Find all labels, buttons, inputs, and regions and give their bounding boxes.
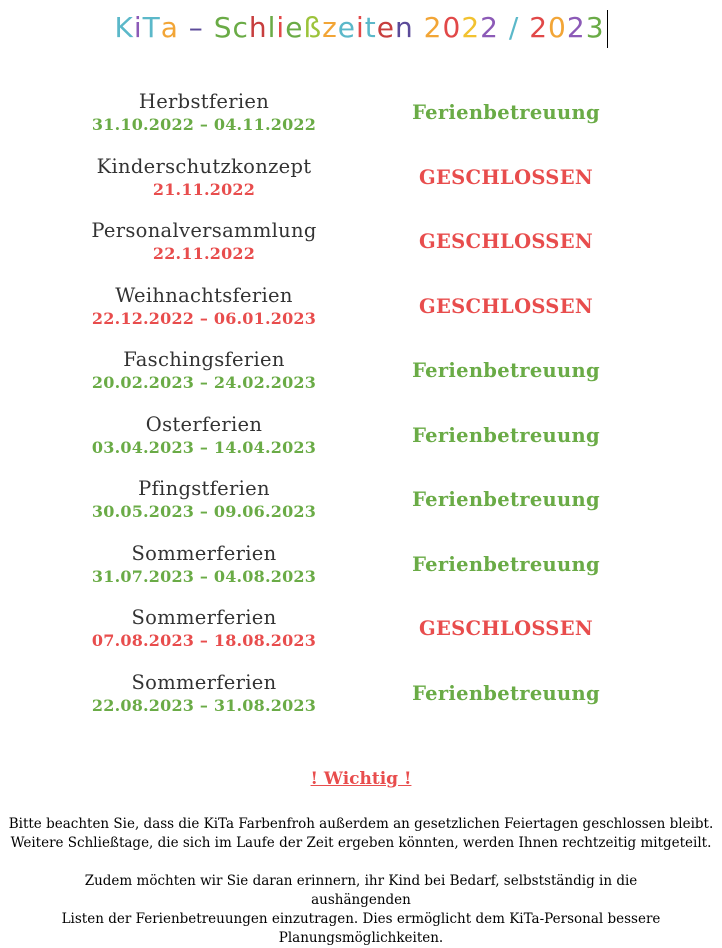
title-letter: n [395,11,414,44]
title-letter: c [232,11,249,44]
title-letter: T [142,11,161,44]
status-care: Ferienbetreuung [412,359,600,382]
schedule-row [0,542,722,607]
title-letter: 3 [585,11,605,44]
period-label: Personalversammlung [91,219,317,242]
notice-line: Weitere Schließtage, die sich im Laufe der Zeit ergeben könnten, werden Ihnen rechtzeitig mitgeteilt. [10,835,712,851]
period-dates: 07.08.2023 – 18.08.2023 [91,631,317,650]
status-closed: GESCHLOSSEN [419,230,593,253]
schedule-row [0,155,722,220]
schedule-row [0,477,722,542]
notice-paragraph-registration [0,872,722,948]
period-label: Faschingsferien [123,348,285,371]
period-info [44,348,364,394]
status-care: Ferienbetreuung [412,101,600,124]
title-letter: t [364,11,377,44]
period-dates: 22.11.2022 [152,244,256,263]
notice-line: Bitte beachten Sie, dass die KiTa Farbenfroh außerdem an gesetzlichen Feiertagen geschlossen bleibt. [8,816,714,832]
period-label: Sommerferien [131,606,277,629]
schedule-row [0,671,722,736]
title-letter: 2 [566,11,586,44]
period-info [44,671,364,717]
period-label: Weihnachtsferien [115,283,293,307]
title-letter: 2 [423,11,443,44]
period-dates: 31.10.2022 – 04.11.2022 [91,115,317,134]
period-dates: 21.11.2022 [152,179,256,199]
schedule-row [0,413,722,478]
period-info [44,155,364,201]
status-care: Ferienbetreuung [412,552,600,576]
period-info [44,90,364,136]
period-info [44,477,364,523]
period-dates: 31.07.2023 – 04.08.2023 [91,566,317,586]
title-letter: h [248,11,268,44]
title-letter: i [133,11,143,44]
period-info [44,542,364,588]
title-letter: / [498,11,530,44]
notice-line: Planungsmöglichkeiten. [278,930,444,946]
status-care: Ferienbetreuung [412,681,600,705]
notice-line: Zudem möchten wir Sie daran erinnern, ihr Kind bei Bedarf, selbstständig in die aushängenden [84,873,638,908]
title-letters [114,8,604,48]
title-letter: 2 [529,11,549,44]
title-letter: 2 [461,11,481,44]
schedule-row [0,348,722,413]
title-letter: i [276,11,286,44]
text-cursor [607,10,608,48]
period-label: Pfingstferien [138,477,270,500]
title-letter: – [178,11,214,44]
schedule-row [0,219,722,284]
period-info [44,284,364,330]
period-label: Sommerferien [131,670,277,694]
period-label: Kinderschutzkonzept [96,154,312,178]
title-letter: 0 [548,11,567,44]
schedule-row [0,606,722,671]
title-letter [414,8,424,48]
title-letter: S [213,11,233,44]
title-letter: l [267,11,277,44]
page-title [0,8,722,48]
title-letter: e [285,11,304,44]
status-closed: GESCHLOSSEN [419,294,593,318]
title-letter: a [160,11,179,44]
important-heading: ! Wichtig ! [310,769,412,789]
period-info [44,413,364,459]
period-dates: 20.02.2023 – 24.02.2023 [91,373,317,392]
title-letter: 0 [442,11,462,44]
schedule-row [0,90,722,155]
period-dates: 22.12.2022 – 06.01.2023 [91,308,317,328]
status-care: Ferienbetreuung [412,488,600,511]
status-care: Ferienbetreuung [412,423,600,447]
schedule-row [0,284,722,349]
period-label: Herbstferien [138,90,270,113]
title-letter: e [376,11,396,44]
closure-schedule [0,90,722,735]
notice-line: Listen der Ferienbetreuungen einzutragen. Dies ermöglicht dem KiTa-Personal bessere [61,911,661,927]
status-closed: GESCHLOSSEN [419,165,593,189]
title-letter: 2 [480,11,499,44]
title-letter: z [322,11,338,44]
period-label: Osterferien [145,412,263,436]
period-info [44,606,364,652]
title-letter: K [114,11,134,44]
period-dates: 03.04.2023 – 14.04.2023 [91,437,317,457]
period-dates: 30.05.2023 – 09.06.2023 [91,502,317,521]
notice-paragraph-holidays [0,815,722,853]
status-closed: GESCHLOSSEN [419,617,593,640]
period-info [44,219,364,265]
period-label: Sommerferien [131,541,277,565]
title-letter: e [337,11,357,44]
period-dates: 22.08.2023 – 31.08.2023 [91,695,317,715]
title-letter: ß [303,11,323,44]
title-letter: i [356,11,365,44]
